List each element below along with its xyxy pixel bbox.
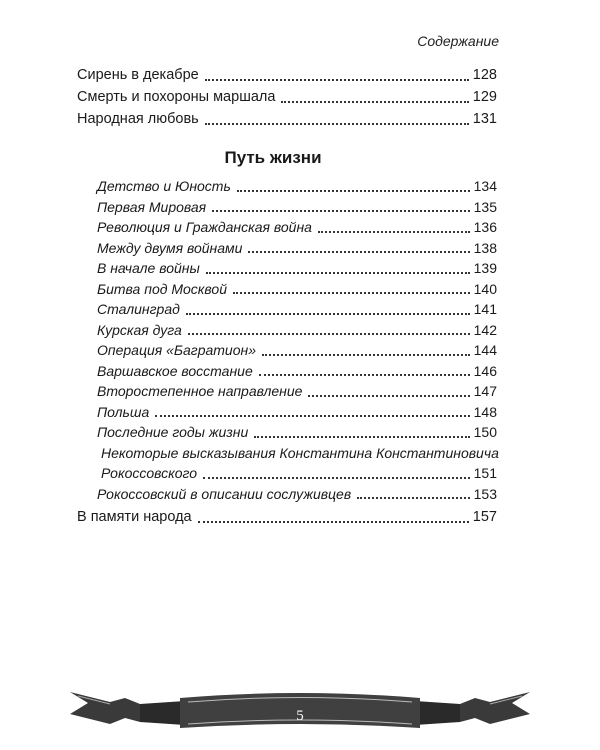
toc-entry-page: 157 [472, 509, 497, 525]
toc-subentry[interactable] [97, 176, 497, 197]
toc-entry-page: 139 [473, 260, 497, 276]
dot-leader [281, 101, 468, 103]
toc-subentry[interactable] [97, 258, 497, 279]
toc-subentry[interactable] [97, 197, 497, 218]
toc-entry-title: Смерть и похороны маршала [77, 89, 276, 105]
toc-entry-title: Польша [97, 403, 150, 420]
toc-entry-page: 129 [472, 89, 497, 105]
dot-leader [254, 436, 469, 438]
toc-entry-page: 140 [473, 280, 497, 297]
toc-subentry[interactable] [97, 217, 497, 238]
toc-entry-page: 136 [473, 219, 497, 235]
table-of-contents [77, 64, 497, 528]
toc-entry-page: 148 [473, 403, 497, 420]
dot-leader [198, 521, 469, 523]
dot-leader [188, 333, 470, 335]
toc-subentry[interactable] [97, 484, 497, 505]
toc-entry-title: Сирень в декабре [77, 67, 199, 83]
toc-entry-title: Варшавское восстание [97, 362, 253, 379]
toc-entry-title: Операция «Багратион» [97, 342, 256, 358]
toc-subentry[interactable] [97, 238, 497, 259]
toc-subentry[interactable] [97, 340, 497, 361]
dot-leader [205, 79, 469, 81]
toc-entry[interactable] [77, 108, 497, 130]
toc-entry-title: Революция и Гражданская война [97, 219, 312, 235]
toc-entry-page: 138 [473, 239, 497, 256]
toc-entry-page: 128 [472, 67, 497, 83]
toc-entry-page: 142 [473, 321, 497, 338]
dot-leader [205, 123, 469, 125]
toc-entry-page: 141 [473, 301, 497, 317]
dot-leader [308, 395, 469, 397]
dot-leader [212, 210, 469, 212]
dot-leader [206, 272, 470, 274]
toc-entry-title: Сталинград [97, 301, 180, 317]
toc-entry-title: В памяти народа [77, 509, 192, 525]
toc-entry-title: Второстепенное направление [97, 383, 303, 399]
toc-subentry[interactable] [97, 381, 497, 402]
running-head: Содержание [417, 33, 499, 49]
toc-entry-title: Последние годы жизни [97, 424, 249, 440]
toc-entry-page: 147 [473, 383, 497, 399]
dot-leader [248, 251, 469, 253]
toc-subentry[interactable] [97, 422, 497, 443]
dot-leader [203, 477, 470, 479]
toc-entry-title: Первая Мировая [97, 198, 207, 215]
page-number: 5 [296, 708, 304, 724]
toc-entry-title: Битва под Москвой [97, 280, 227, 297]
toc-entry-title-line1: Некоторые высказывания Константина Константиновича [101, 444, 499, 461]
toc-entry-page: 131 [472, 111, 497, 127]
dot-leader [237, 190, 470, 192]
toc-subentry[interactable] [97, 320, 497, 341]
toc-entry-page: 135 [473, 198, 497, 215]
toc-entry-page: 150 [473, 424, 497, 440]
dot-leader [155, 415, 469, 417]
toc-entry[interactable] [77, 86, 497, 108]
toc-entry-title: Народная любовь [77, 111, 199, 127]
dot-leader [318, 231, 470, 233]
toc-entry-page: 144 [473, 342, 497, 358]
toc-entry[interactable] [77, 506, 497, 528]
toc-subentry[interactable] [97, 402, 497, 423]
toc-entry-title: Курская дуга [97, 321, 182, 338]
toc-entry-page: 146 [473, 362, 497, 379]
toc-entry-title-line2: Рокоссовского [101, 465, 198, 481]
toc-entry-title: Рокоссовский в описании сослуживцев [97, 485, 352, 502]
toc-entry-title: В начале войны [97, 260, 200, 276]
toc-entry-page: 153 [473, 485, 497, 502]
dot-leader [357, 497, 469, 499]
toc-subentry[interactable] [97, 299, 497, 320]
toc-entry-page: 134 [473, 178, 497, 194]
section-title: Путь жизни [224, 148, 322, 167]
dot-leader [233, 292, 470, 294]
toc-entry-title: Детство и Юность [97, 178, 231, 194]
toc-entry-page: 151 [473, 465, 497, 481]
dot-leader [262, 354, 470, 356]
toc-entry-title: Между двумя войнами [97, 239, 243, 256]
dot-leader [259, 374, 470, 376]
dot-leader [186, 313, 470, 315]
toc-subentry[interactable] [97, 279, 497, 300]
toc-subentry[interactable] [97, 361, 497, 382]
toc-subentry-multiline[interactable] [97, 443, 497, 484]
toc-entry[interactable] [77, 64, 497, 86]
